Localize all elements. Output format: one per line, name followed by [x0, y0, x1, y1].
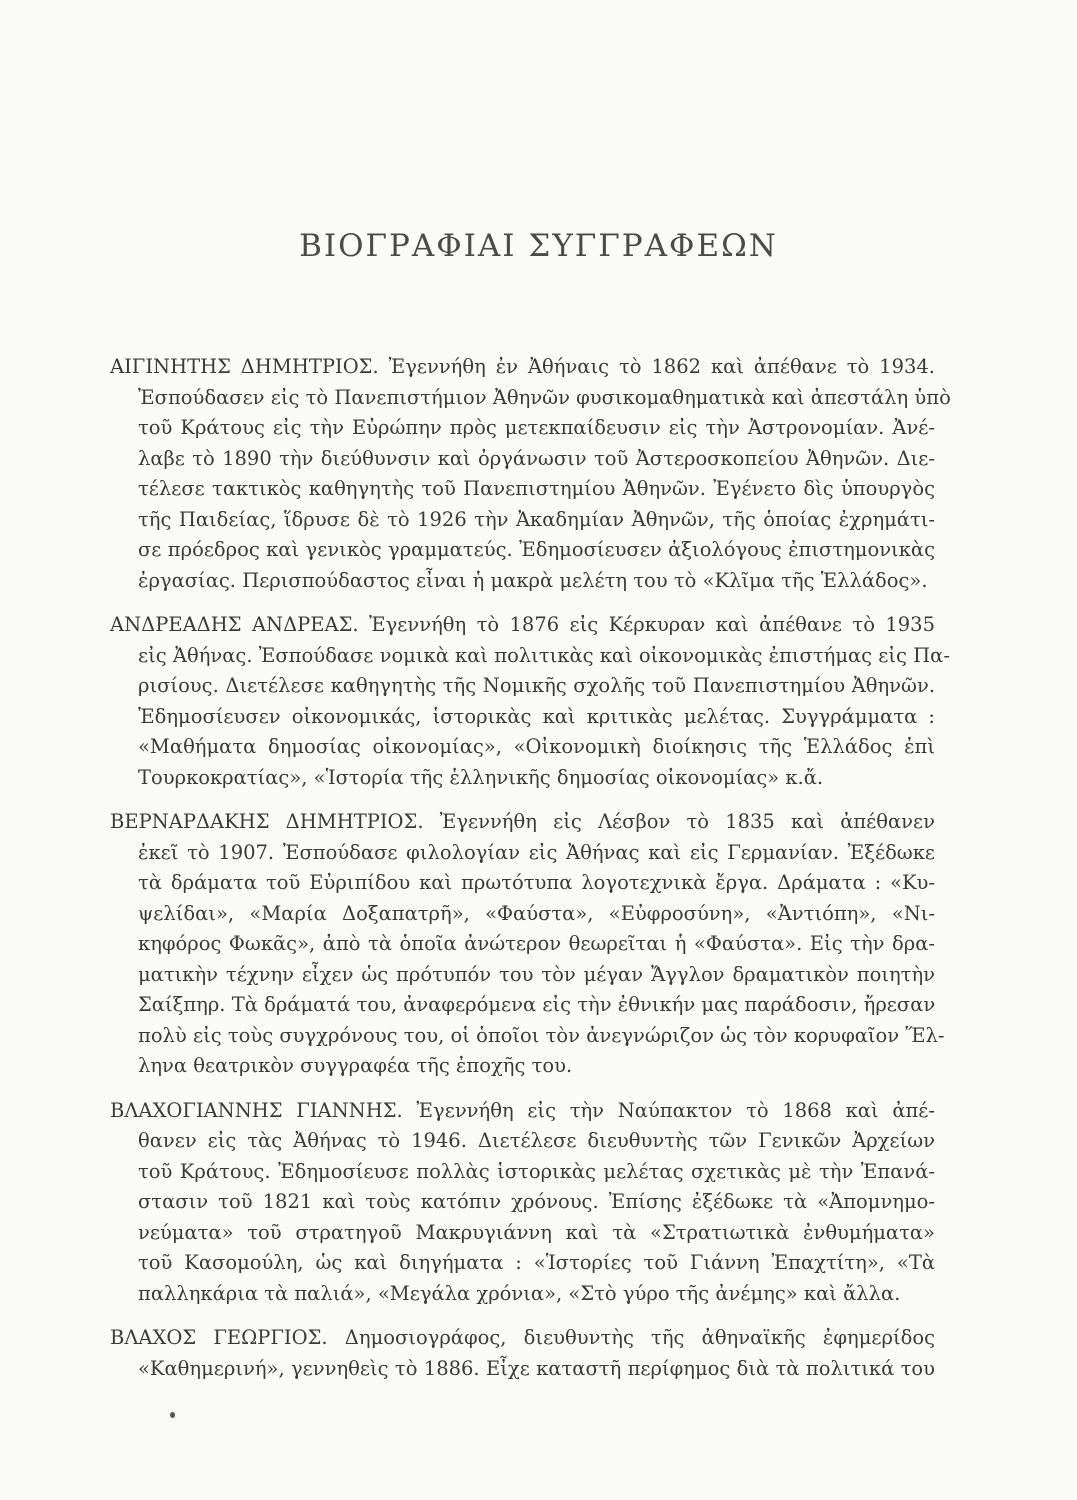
biography-entry: [110, 1096, 935, 1310]
entry-line: ψελίδαι», «Μαρία Δοξαπατρῆ», «Φαύστα», «Εὐφροσύνη», «Ἀντιόπη», «Νι-: [138, 901, 935, 925]
biography-entry: [110, 807, 945, 1082]
entry-line: λαβε τὸ 1890 τὴν διεύθυνσιν καὶ ὀργάνωσιν τοῦ Ἀστεροσκοπείου Ἀθηνῶν. Διε-: [138, 446, 935, 470]
entry-line: ΒΛΑΧΟΣ ΓΕΩΡΓΙΟΣ. Δημοσιογράφος, διευθυντὴς τῆς ἀθηναϊκῆς ἐφημερίδος: [110, 1326, 935, 1349]
entry-line: Ἐδημοσίευσεν οἰκονομικάς, ἱστορικὰς καὶ κριτικὰς μελέτας. Συγγράμματα :: [138, 704, 935, 728]
entry-line: τὰ δράματα τοῦ Εὐριπίδου καὶ πρωτότυπα λογοτεχνικὰ ἔργα. Δράματα : «Κυ-: [138, 871, 935, 894]
entry-line: τέλεσε τακτικὸς καθηγητὴς τοῦ Πανεπιστημίου Ἀθηνῶν. Ἐγένετο δὶς ὑπουργὸς: [138, 477, 935, 500]
entry-line: ΑΝΔΡΕΑΔΗΣ ΑΝΔΡΕΑΣ. Ἐγεννήθη τὸ 1876 εἰς Κέρκυραν καὶ ἀπέθανε τὸ 1935: [110, 613, 935, 636]
entry-line: στασιν τοῦ 1821 καὶ τοὺς κατόπιν χρόνους. Ἐπίσης ἐξέδωκε τὰ «Ἀπομνημο-: [138, 1190, 935, 1213]
entry-line: ματικὴν τέχνην εἶχεν ὡς πρότυπόν του τὸν μέγαν Ἄγγλον δραματικὸν ποιητὴν: [138, 962, 935, 986]
entry-line: «Καθημερινή», γεννηθεὶς τὸ 1886. Εἶχε καταστῆ περίφημος διὰ τὰ πολιτικά του: [138, 1356, 935, 1380]
entry-line: Σαίξπηρ. Τὰ δράματά του, ἀναφερόμενα εἰς τὴν ἐθνικήν μας παράδοσιν, ἤρεσαν: [138, 993, 936, 1016]
entry-line: νεύματα» τοῦ στρατηγοῦ Μακρυγιάννη καὶ τὰ «Στρατιωτικὰ ἐνθυμήματα»: [138, 1220, 935, 1244]
entry-line: ἐργασίας. Περισπούδαστος εἶναι ἡ μακρὰ μελέτη του τὸ «Κλῖμα τῆς Ἑλλάδος».: [138, 568, 928, 592]
entry-line: ρισίους. Διετέλεσε καθηγητὴς τῆς Νομικῆς σχολῆς τοῦ Πανεπιστημίου Ἀθηνῶν.: [138, 674, 935, 697]
entry-line: ΒΛΑΧΟΓΙΑΝΝΗΣ ΓΙΑΝΝΗΣ. Ἐγεννήθη εἰς τὴν Ναύπακτον τὸ 1868 καὶ ἀπέ-: [110, 1098, 935, 1122]
entry-line: ἐκεῖ τὸ 1907. Ἐσπούδασε φιλολογίαν εἰς Ἀθήνας καὶ εἰς Γερμανίαν. Ἐξέδωκε: [138, 840, 935, 864]
page-title: ΒΙΟΓΡΑΦΙΑΙ ΣΥΓΓΡΑΦΕΩΝ: [299, 228, 778, 264]
entry-line: ληνα θεατρικὸν συγγραφέα τῆς ἐποχῆς του.: [138, 1054, 573, 1077]
entry-line: πολὺ εἰς τοὺς συγχρόνους του, οἱ ὁποῖοι τὸν ἀνεγνώριζον ὡς τὸν κορυφαῖον Ἕλ-: [138, 1023, 945, 1047]
entry-line: Ἐσπούδασεν εἰς τὸ Πανεπιστήμιον Ἀθηνῶν φυσικομαθηματικὰ καὶ ἀπεστάλη ὑπὸ: [138, 385, 951, 409]
entry-line: τοῦ Κασομούλη, ὡς καὶ διηγήματα : «Ἱστορίες τοῦ Γιάννη Ἐπαχτίτη», «Τὰ: [138, 1251, 935, 1274]
entry-line: τοῦ Κράτους. Ἐδημοσίευσε πολλὰς ἱστορικὰς μελέτας σχετικὰς μὲ τὴν Ἐπανά-: [138, 1159, 935, 1183]
entry-line: σε πρόεδρος καὶ γενικὸς γραμματεύς. Ἐδημοσίευσεν ἀξιολόγους ἐπιστημονικὰς: [138, 538, 935, 561]
biography-entry: [110, 1323, 935, 1384]
entry-line: παλληκάρια τὰ παλιά», «Μεγάλα χρόνια», «Στὸ γύρο τῆς ἀνέμης» καὶ ἄλλα.: [138, 1281, 901, 1305]
entry-line: τοῦ Κράτους εἰς τὴν Εὐρώπην πρὸς μετεκπαίδευσιν εἰς τὴν Ἀστρονομίαν. Ἀνέ-: [138, 416, 935, 439]
entry-line: τῆς Παιδείας, ἵδρυσε δὲ τὸ 1926 τὴν Ἀκαδημίαν Ἀθηνῶν, τῆς ὁποίας ἐχρημάτι-: [138, 507, 935, 531]
ink-speck: [170, 1412, 175, 1418]
entry-line: εἰς Ἀθήνας. Ἐσπούδασε νομικὰ καὶ πολιτικὰς καὶ οἰκονομικὰς ἐπιστήμας εἰς Πα-: [138, 643, 950, 667]
biography-entry: [110, 610, 950, 793]
entry-line: Τουρκοκρατίας», «Ἱστορία τῆς ἑλληνικῆς δημοσίας οἰκονομίας» κ.ἄ.: [138, 765, 824, 789]
entry-line: ΒΕΡΝΑΡΔΑΚΗΣ ΔΗΜΗΤΡΙΟΣ. Ἐγεννήθη εἰς Λέσβον τὸ 1835 καὶ ἀπέθανεν: [110, 810, 935, 833]
entry-line: θανεν εἰς τὰς Ἀθήνας τὸ 1946. Διετέλεσε διευθυντὴς τῶν Γενικῶν Ἀρχείων: [138, 1129, 935, 1152]
entry-line: ΑΙΓΙΝΗΤΗΣ ΔΗΜΗΤΡΙΟΣ. Ἐγεννήθη ἐν Ἀθήναις τὸ 1862 καὶ ἀπέθανε τὸ 1934.: [110, 355, 935, 378]
entry-line: κηφόρος Φωκᾶς», ἀπὸ τὰ ὁποῖα ἀνώτερον θεωρεῖται ἡ «Φαύστα». Εἰς τὴν δρα-: [138, 932, 935, 955]
biography-list: [110, 352, 951, 1398]
entry-line: «Μαθήματα δημοσίας οἰκονομίας», «Οἰκονομικὴ διοίκησις τῆς Ἑλλάδος ἐπὶ: [138, 735, 935, 758]
biography-entry: [110, 352, 951, 596]
